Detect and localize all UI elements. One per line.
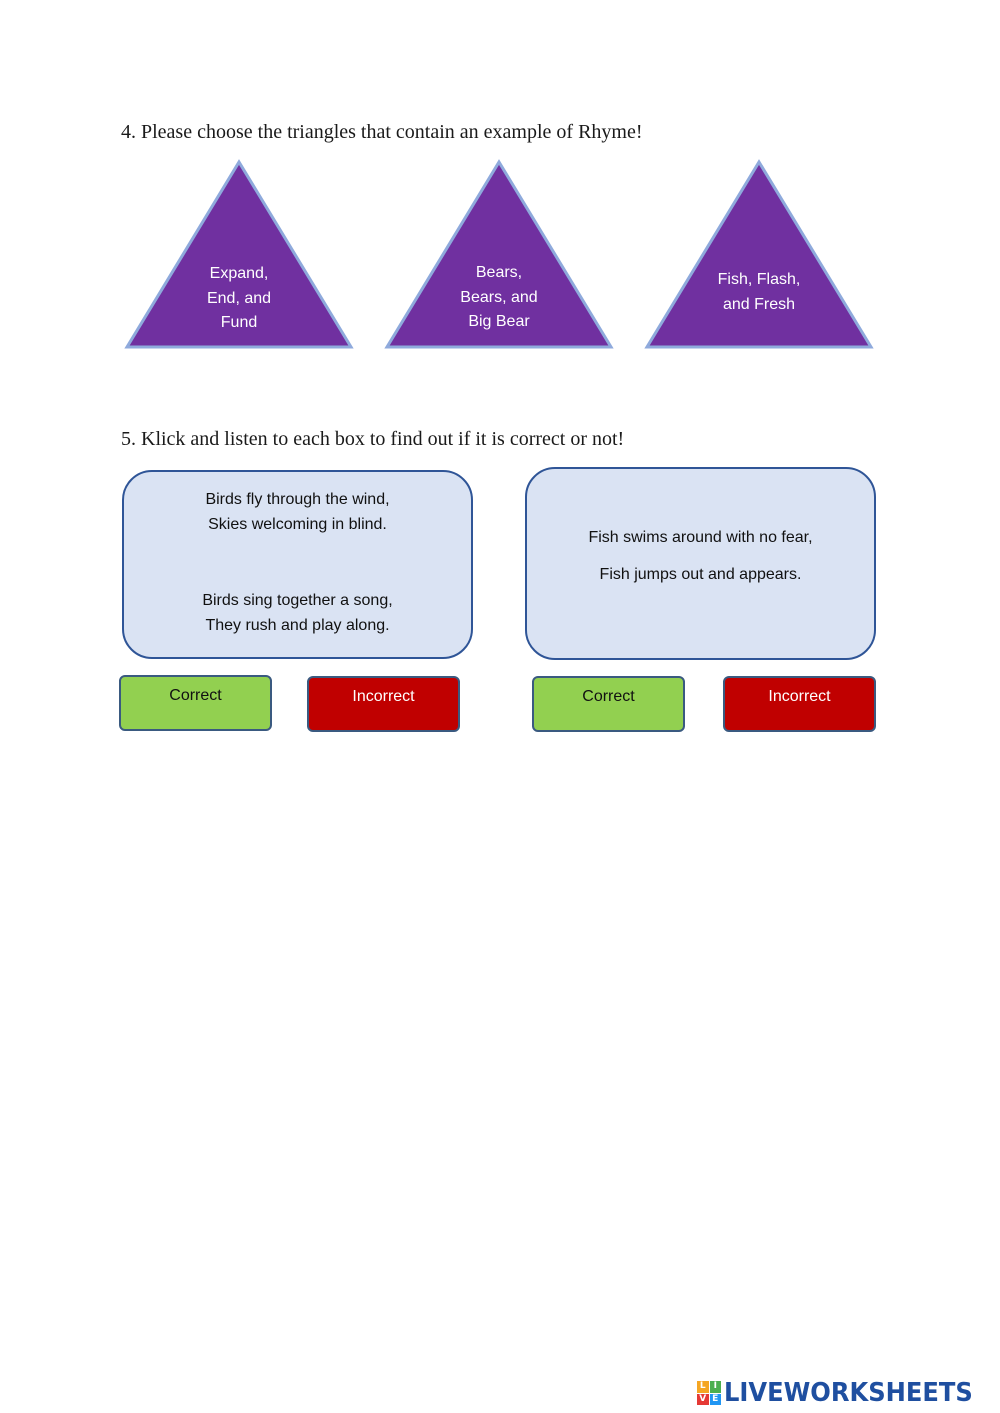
poem-line: Fish jumps out and appears. <box>599 566 802 583</box>
poem-line: Skies welcoming in blind. <box>208 515 387 533</box>
triangle-shape <box>643 158 875 352</box>
poem-line: Birds sing together a song, <box>202 592 393 609</box>
brand-text: LIVEWORKSHEETS <box>724 1378 973 1408</box>
triangle-option-2[interactable] <box>383 158 615 352</box>
triangle-label: Expand, End, and Fund <box>206 265 272 331</box>
triangle-option-3[interactable] <box>643 158 875 352</box>
box-1-incorrect-button[interactable]: Incorrect <box>307 676 460 732</box>
triangle-option-1[interactable] <box>123 158 355 352</box>
question-5-prompt: 5. Klick and listen to each box to find out if it is correct or not! <box>121 428 625 450</box>
box-2-correct-button[interactable]: Correct <box>532 676 685 732</box>
box-2-incorrect-button[interactable]: Incorrect <box>723 676 876 732</box>
poem-line: They rush and play along. <box>205 616 390 634</box>
box-1-correct-button[interactable]: Correct <box>119 675 272 731</box>
question-4-prompt: 4. Please choose the triangles that contain an example of Rhyme! <box>121 121 643 143</box>
liveworksheets-logo <box>697 1377 992 1409</box>
triangle-label: Fish, Flash, and Fresh <box>717 271 801 313</box>
poem-line: Birds fly through the wind, <box>205 491 390 508</box>
audio-box-1[interactable] <box>122 470 473 659</box>
audio-box-2[interactable] <box>525 467 876 660</box>
logo-mark-icon: L I V E <box>697 1381 721 1405</box>
triangle-label: Bears, Bears, and Big Bear <box>460 264 538 330</box>
poem-line: Fish swims around with no fear, <box>588 529 813 546</box>
